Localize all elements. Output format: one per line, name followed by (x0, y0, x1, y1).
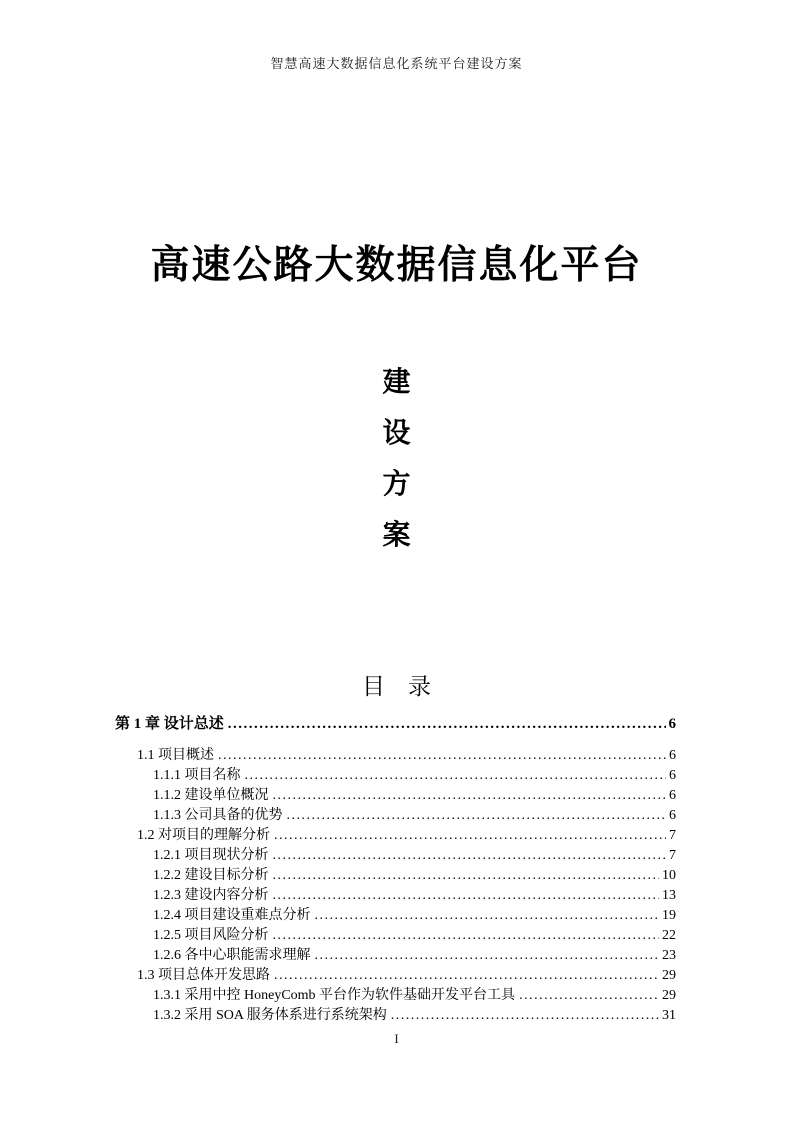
toc-entry[interactable] (115, 966, 676, 986)
toc-entry-page: 29 (662, 968, 676, 983)
toc-entry-label: 1.2.6 各中心职能需求理解 (153, 948, 311, 963)
toc-entry-page: 22 (662, 928, 676, 943)
document-title: 高速公路大数据信息化平台 (150, 243, 643, 288)
toc-entry-label: 1.1.2 建设单位概况 (153, 788, 269, 803)
toc-entry-label: 第 1 章 设计总述 (115, 716, 224, 732)
toc-entry-page: 6 (668, 716, 676, 732)
toc-dot-leader (273, 926, 660, 946)
toc-entry-page: 6 (669, 768, 676, 783)
toc-entry-label: 1.1.1 项目名称 (153, 768, 241, 783)
toc-entry-page: 6 (669, 788, 676, 803)
toc-dot-leader (287, 806, 667, 826)
toc-entry[interactable] (115, 926, 676, 946)
toc-entry-label: 1.2.3 建设内容分析 (153, 888, 269, 903)
toc-entry-label: 1.2.4 项目建设重难点分析 (153, 908, 311, 923)
toc-entry-label: 1.2.2 建设目标分析 (153, 868, 269, 883)
page-number: I (394, 1031, 399, 1046)
toc-entry-page: 29 (662, 988, 676, 1003)
toc-entry-page: 10 (662, 868, 676, 883)
toc-entry-page: 23 (662, 948, 676, 963)
toc-entry-page: 13 (662, 888, 676, 903)
toc-entry-page: 7 (669, 828, 676, 843)
toc-entry-label: 1.3.2 采用 SOA 服务体系进行系统架构 (153, 1008, 387, 1023)
toc-dot-leader (273, 846, 667, 866)
toc-entry[interactable] (115, 886, 676, 906)
document-subtitle (0, 356, 793, 560)
toc-entry-page: 31 (662, 1008, 676, 1023)
toc-entry[interactable] (115, 826, 676, 846)
toc-entry[interactable] (115, 846, 676, 866)
toc-entry-page: 6 (669, 748, 676, 763)
subtitle-char: 方 (382, 467, 411, 500)
toc-dot-leader (218, 746, 666, 766)
toc-entry[interactable] (115, 946, 676, 966)
toc-dot-leader (273, 786, 667, 806)
toc-dot-leader (315, 906, 660, 926)
toc-heading: 目 录 (362, 674, 431, 699)
toc-entry[interactable] (115, 866, 676, 886)
toc-entry[interactable] (115, 766, 676, 786)
toc-dot-leader (273, 866, 660, 886)
toc-dot-leader (273, 886, 660, 906)
toc-entry-label: 1.2 对项目的理解分析 (137, 828, 270, 843)
toc-entry-label: 1.1.3 公司具备的优势 (153, 808, 283, 823)
toc-entry-label: 1.2.5 项目风险分析 (153, 928, 269, 943)
toc-entry[interactable] (115, 714, 676, 734)
toc-entry-label: 1.3.1 采用中控 HoneyComb 平台作为软件基础开发平台工具 (153, 988, 516, 1003)
page-header-text: 智慧高速大数据信息化系统平台建设方案 (270, 56, 523, 71)
subtitle-char: 建 (382, 365, 411, 398)
toc-entry-label: 1.2.1 项目现状分析 (153, 848, 269, 863)
subtitle-char: 案 (382, 518, 411, 551)
toc-entry[interactable] (115, 786, 676, 806)
toc-entry[interactable] (115, 746, 676, 766)
toc-dot-leader (245, 766, 667, 786)
toc-dot-leader (274, 826, 666, 846)
toc-entry-page: 7 (669, 848, 676, 863)
toc-dot-leader (315, 946, 660, 966)
toc-entry[interactable] (115, 906, 676, 926)
toc-dot-leader (274, 966, 659, 986)
toc-entry-page: 19 (662, 908, 676, 923)
toc-dot-leader (519, 986, 659, 1006)
toc-entry[interactable] (115, 1006, 676, 1026)
table-of-contents (115, 714, 676, 1026)
toc-entry[interactable] (115, 986, 676, 1006)
toc-entry-label: 1.3 项目总体开发思路 (137, 968, 270, 983)
toc-entry[interactable] (115, 806, 676, 826)
toc-dot-leader (228, 714, 666, 734)
subtitle-char: 设 (382, 416, 411, 449)
toc-entry-page: 6 (669, 808, 676, 823)
toc-dot-leader (391, 1006, 659, 1026)
toc-entry-label: 1.1 项目概述 (137, 748, 214, 763)
